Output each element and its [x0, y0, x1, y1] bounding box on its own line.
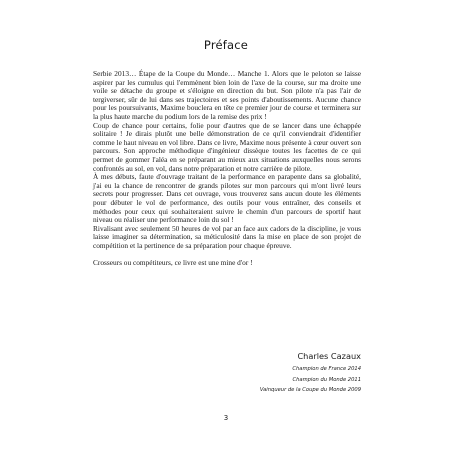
author-title: Champion du Monde 2011 — [292, 376, 361, 383]
paragraph: Coup de chance pour certains, folie pour d'autres que de se lancer dans une échappée solitaire ! Je dirais plutôt une belle démonstration de ce qu'il conviendrait d'identifier comme le haut niveau en vol libre. Dans ce livre, Maxime nous présente à cœur ouvert son parcours. Son approche méthodique d'ingénieur dissèque toutes les facettes de ce qui permet de gommer l'aléa en se préparant au mieux aux situations auxquelles nous serons confrontés au sol, en vol, dans notre préparation et notre carrière de pilote. — [93, 120, 361, 173]
preface-body — [93, 70, 361, 268]
paragraph: Serbie 2013… Étape de la Coupe du Monde… Manche 1. Alors que le peloton se laisse aspirer par les cumulus qui l'emmènent bien loin de l'axe de la course, sur ma droite une voile se détache du groupe et s'éloigne en direction du but. Son pilote n'a pas l'air de tergiverser, sûr de lui dans ses trajectoires et ses points d'aboutissements. Aucune chance pour les poursuivants, Maxime bouclera en tête ce premier jour de course et terminera sur la plus haute marche du podium lors de la remise des prix ! — [93, 69, 361, 121]
signature-block — [93, 351, 361, 396]
paragraph: À mes débuts, faute d'ouvrage traitant de la performance en parapente dans sa globalité, j'ai eu la chance de rencontrer de grands pilotes sur mon parcours qui m'ont livré leurs secrets pour progresser. Dans cet ouvrage, vous trouverez sans aucun doute les éléments pour débuter le vol de performance, des outils pour vous entraîner, des conseils et méthodes pour ceux qui souhaiteraient suivre le chemin d'un parcours de sportif haut niveau ou réaliser une performance loin du sol ! — [93, 172, 361, 225]
paragraph: Rivalisant avec seulement 50 heures de vol par an face aux cadors de la discipline, je vous laisse imaginer sa détermination, sa méticulosité dans la mise en place de son projet de compétition et la pertinence de sa préparation pour chaque épreuve. — [93, 223, 361, 250]
page-title: Préface — [203, 38, 249, 52]
paragraph: Crosseurs ou compétiteurs, ce livre est une mine d'or ! — [93, 258, 253, 268]
page-number: 3 — [223, 414, 229, 422]
author-title: Vainqueur de la Coupe du Monde 2009 — [259, 387, 361, 393]
author-title: Champion de France 2014 — [292, 366, 361, 372]
author-name: Charles Cazaux — [297, 351, 361, 361]
